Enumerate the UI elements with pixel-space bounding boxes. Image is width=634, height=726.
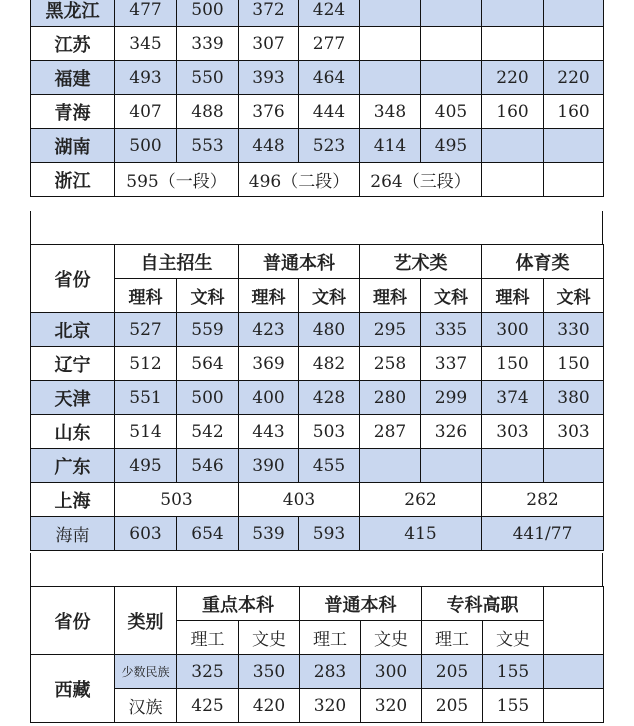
- score-cell: [544, 449, 604, 483]
- score-cell: 300: [361, 655, 422, 689]
- score-cell: 551: [115, 381, 177, 415]
- score-cell: 258: [360, 347, 421, 381]
- score-cell: 330: [544, 313, 604, 347]
- table-row: [31, 483, 604, 517]
- score-table-2: [30, 244, 604, 551]
- score-cell: 539: [239, 517, 299, 551]
- score-cell: 307: [239, 27, 299, 61]
- score-cell: 150: [482, 347, 544, 381]
- empty-cell: [544, 587, 604, 655]
- score-cell: 160: [544, 95, 604, 129]
- score-cell: 407: [115, 95, 177, 129]
- score-cell: 287: [360, 415, 421, 449]
- score-cell: 337: [421, 347, 482, 381]
- score-cell: [544, 27, 604, 61]
- score-cell: 527: [115, 313, 177, 347]
- score-cell: 428: [299, 381, 360, 415]
- group-header: 专科高职: [422, 587, 544, 621]
- score-cell: 415: [360, 517, 482, 551]
- score-cell: 283: [300, 655, 361, 689]
- sub-header: 文科: [544, 279, 604, 313]
- score-cell: 335: [421, 313, 482, 347]
- score-cell: 480: [299, 313, 360, 347]
- score-cell: 512: [115, 347, 177, 381]
- score-cell: 542: [177, 415, 239, 449]
- score-cell: 654: [177, 517, 239, 551]
- empty-cell: [482, 163, 544, 197]
- score-cell: 488: [177, 95, 239, 129]
- table-row: [31, 449, 604, 483]
- province-cell: 海南: [31, 517, 115, 551]
- score-cell: 372: [239, 0, 299, 27]
- score-cell: 345: [115, 27, 177, 61]
- score-cell: 495: [115, 449, 177, 483]
- score-cell: 500: [177, 0, 239, 27]
- empty-cell: [544, 655, 604, 689]
- score-cell: [544, 129, 604, 163]
- score-cell: [421, 449, 482, 483]
- score-cell: 205: [422, 655, 483, 689]
- score-cell: 280: [360, 381, 421, 415]
- group-header: 体育类: [482, 245, 604, 279]
- sub-header: 文史: [361, 621, 422, 655]
- score-cell: 160: [482, 95, 544, 129]
- score-cell: [360, 27, 421, 61]
- score-cell: 443: [239, 415, 299, 449]
- score-cell: 348: [360, 95, 421, 129]
- score-cell: 455: [299, 449, 360, 483]
- score-cell: 564: [177, 347, 239, 381]
- category-header: 类别: [115, 587, 177, 655]
- score-cell: 523: [299, 129, 360, 163]
- score-cell: [482, 129, 544, 163]
- score-cell: 350: [239, 655, 300, 689]
- group-header: 自主招生: [115, 245, 239, 279]
- group-header: 艺术类: [360, 245, 482, 279]
- score-cell: [482, 0, 544, 27]
- score-cell: 593: [299, 517, 360, 551]
- sub-header: 文科: [299, 279, 360, 313]
- table-row: [31, 129, 604, 163]
- sub-header: 文史: [483, 621, 544, 655]
- score-cell: [360, 0, 421, 27]
- score-cell: [360, 449, 421, 483]
- table-row: [31, 61, 604, 95]
- empty-cell: [544, 689, 604, 723]
- score-cell: 503: [299, 415, 360, 449]
- score-cell: 390: [239, 449, 299, 483]
- score-cell: [421, 61, 482, 95]
- province-cell: 天津: [31, 381, 115, 415]
- score-cell: 300: [482, 313, 544, 347]
- table-row: [31, 163, 604, 197]
- score-cell: 299: [421, 381, 482, 415]
- table-row: [31, 415, 604, 449]
- province-cell: 广东: [31, 449, 115, 483]
- score-cell: 320: [300, 689, 361, 723]
- score-cell: 325: [177, 655, 239, 689]
- score-cell: 264（三段）: [360, 163, 482, 197]
- province-cell: 西藏: [31, 655, 115, 723]
- sub-header: 文科: [177, 279, 239, 313]
- group-header: 普通本科: [300, 587, 422, 621]
- score-cell: 277: [299, 27, 360, 61]
- score-cell: 376: [239, 95, 299, 129]
- group-header: 重点本科: [177, 587, 300, 621]
- score-cell: 477: [115, 0, 177, 27]
- score-cell: 374: [482, 381, 544, 415]
- score-cell: [544, 0, 604, 27]
- score-cell: 448: [239, 129, 299, 163]
- score-cell: 339: [177, 27, 239, 61]
- province-cell: 山东: [31, 415, 115, 449]
- table-row: [31, 27, 604, 61]
- province-cell: 上海: [31, 483, 115, 517]
- table-row: [31, 689, 604, 723]
- score-cell: 559: [177, 313, 239, 347]
- empty-cell: [544, 163, 604, 197]
- table-row: [31, 95, 604, 129]
- category-cell: 少数民族: [115, 655, 177, 689]
- score-cell: 553: [177, 129, 239, 163]
- province-cell: 江苏: [31, 27, 115, 61]
- table-row: [31, 517, 604, 551]
- sub-header: 理工: [422, 621, 483, 655]
- table-row: [31, 0, 604, 27]
- score-cell: 500: [177, 381, 239, 415]
- score-cell: 603: [115, 517, 177, 551]
- group-header: 普通本科: [239, 245, 360, 279]
- sub-header: 理科: [239, 279, 299, 313]
- score-cell: 420: [239, 689, 300, 723]
- score-cell: 205: [422, 689, 483, 723]
- score-cell: 405: [421, 95, 482, 129]
- score-cell: 220: [482, 61, 544, 95]
- province-cell: 浙江: [31, 163, 115, 197]
- score-cell: 403: [239, 483, 360, 517]
- score-cell: 220: [544, 61, 604, 95]
- province-cell: 青海: [31, 95, 115, 129]
- score-cell: 441/77: [482, 517, 604, 551]
- score-cell: 464: [299, 61, 360, 95]
- score-cell: 503: [115, 483, 239, 517]
- score-cell: 546: [177, 449, 239, 483]
- score-cell: 326: [421, 415, 482, 449]
- score-cell: 320: [361, 689, 422, 723]
- sub-header: 理科: [115, 279, 177, 313]
- score-cell: 303: [482, 415, 544, 449]
- score-cell: 303: [544, 415, 604, 449]
- score-cell: [482, 449, 544, 483]
- score-cell: 444: [299, 95, 360, 129]
- score-cell: 393: [239, 61, 299, 95]
- score-cell: [421, 27, 482, 61]
- sub-header: 理科: [482, 279, 544, 313]
- table-row: [31, 313, 604, 347]
- sub-header: 理工: [177, 621, 239, 655]
- province-cell: 湖南: [31, 129, 115, 163]
- score-cell: 500: [115, 129, 177, 163]
- sub-header: 文科: [421, 279, 482, 313]
- score-cell: 496（二段）: [239, 163, 360, 197]
- score-cell: 514: [115, 415, 177, 449]
- province-header: 省份: [31, 245, 115, 313]
- score-cell: 425: [177, 689, 239, 723]
- score-cell: 424: [299, 0, 360, 27]
- table-spacer: [30, 553, 603, 586]
- score-cell: 400: [239, 381, 299, 415]
- score-cell: 423: [239, 313, 299, 347]
- table-row: [31, 381, 604, 415]
- table-row: [31, 347, 604, 381]
- score-cell: [360, 61, 421, 95]
- province-cell: 北京: [31, 313, 115, 347]
- score-cell: 155: [483, 689, 544, 723]
- score-cell: 380: [544, 381, 604, 415]
- sub-header: 理工: [300, 621, 361, 655]
- score-cell: 495: [421, 129, 482, 163]
- table-row: [31, 655, 604, 689]
- score-cell: 493: [115, 61, 177, 95]
- category-cell: 汉族: [115, 689, 177, 723]
- score-cell: 262: [360, 483, 482, 517]
- score-cell: 482: [299, 347, 360, 381]
- sub-header: 文史: [239, 621, 300, 655]
- score-cell: 150: [544, 347, 604, 381]
- score-cell: 595（一段）: [115, 163, 239, 197]
- score-cell: [482, 27, 544, 61]
- score-cell: 414: [360, 129, 421, 163]
- sub-header: 理科: [360, 279, 421, 313]
- province-header: 省份: [31, 587, 115, 655]
- score-cell: [421, 0, 482, 27]
- province-cell: 辽宁: [31, 347, 115, 381]
- score-table-3: [30, 586, 604, 723]
- province-cell: 福建: [31, 61, 115, 95]
- score-cell: 282: [482, 483, 604, 517]
- score-cell: 369: [239, 347, 299, 381]
- score-table-1: [30, 0, 604, 197]
- province-cell: 黑龙江: [31, 0, 115, 27]
- score-cell: 550: [177, 61, 239, 95]
- score-cell: 155: [483, 655, 544, 689]
- score-cell: 295: [360, 313, 421, 347]
- table-spacer: [30, 211, 603, 244]
